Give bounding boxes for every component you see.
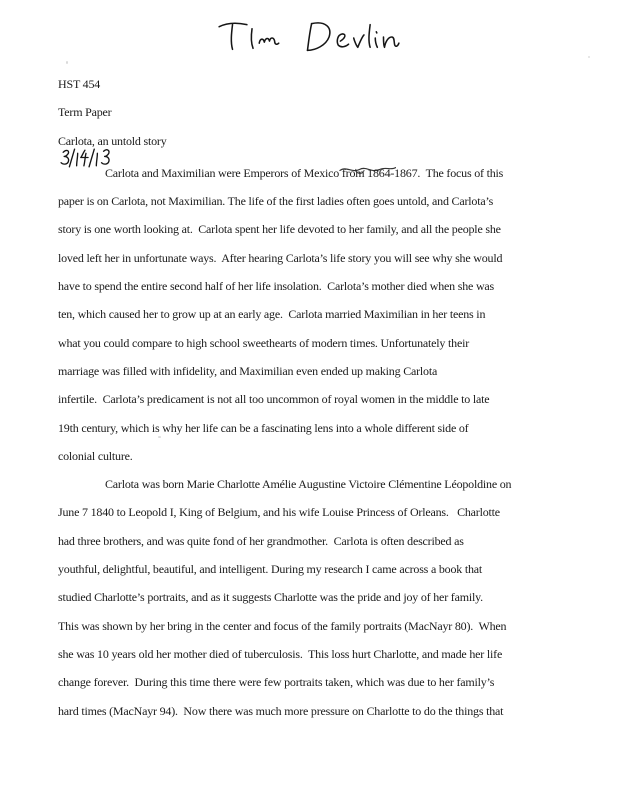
body-line: change forever. During this time there were few portraits taken, which was due to her family’s bbox=[58, 675, 495, 690]
body-line: hard times (MacNayr 94). Now there was much more pressure on Charlotte to do the things that bbox=[58, 703, 504, 718]
course-number: HST 454 bbox=[58, 77, 101, 91]
scan-speck bbox=[588, 56, 590, 58]
body-line: have to spend the entire second half of her life insolation. Carlota’s mother died when she was bbox=[58, 279, 495, 294]
handwritten-name bbox=[213, 15, 403, 59]
paragraph-2 bbox=[58, 470, 598, 725]
typed-content bbox=[58, 70, 598, 725]
body-line: infertile. Carlota’s predicament is not all too uncommon of royal women in the middle to late bbox=[58, 392, 490, 407]
body-line: studied Charlotte’s portraits, and as it suggests Charlotte was the pride and joy of her family. bbox=[58, 590, 483, 605]
line1-marked-text: from 1864 bbox=[341, 165, 391, 180]
body-line: ten, which caused her to grow up at an early age. Carlota married Maximilian in her teens in bbox=[58, 307, 486, 322]
line1-post: -1867. The focus of this bbox=[390, 165, 504, 180]
scan-speck bbox=[66, 61, 68, 64]
paper-type: Term Paper bbox=[58, 105, 112, 120]
body-line: colonial culture. bbox=[58, 448, 133, 463]
body-line: Carlota was born Marie Charlotte Amélie Augustine Victoire Clémentine Léopoldine on bbox=[105, 477, 512, 492]
body-line: paper is on Carlota, not Maximilian. The life of the first ladies often goes untold, and Carlota’s bbox=[58, 194, 494, 209]
paragraph-1 bbox=[58, 159, 598, 470]
body-line: had three brothers, and was quite fond of her grandmother. Carlota is often described as bbox=[58, 533, 464, 548]
pen-strike-segment bbox=[342, 159, 391, 187]
body-line: what you could compare to high school sweethearts of modern times. Unfortunately their bbox=[58, 335, 470, 350]
body-line: June 7 1840 to Leopold I, King of Belgium, and his wife Louise Princess of Orleans. Charlotte bbox=[58, 505, 500, 520]
body-line: marriage was filled with infidelity, and Maximilian even ended up making Carlota bbox=[58, 363, 438, 378]
body-line: she was 10 years old her mother died of tuberculosis. This loss hurt Charlotte, and made her life bbox=[58, 646, 503, 661]
body-line: 19th century, which is why her life can be a fascinating lens into a whole different side of bbox=[58, 420, 469, 435]
body-line: story is one worth looking at. Carlota spent her life devoted to her family, and all the people she bbox=[58, 222, 501, 237]
body-line bbox=[58, 159, 598, 187]
body-line: This was shown by her bring in the center and focus of the family portraits (MacNayr 80). When bbox=[58, 618, 507, 633]
body-line: loved left her in unfortunate ways. After hearing Carlota’s life story you will see why she would bbox=[58, 250, 503, 265]
line1-pre: Carlota and Maximilian were Emperors of Mexico bbox=[105, 165, 342, 180]
paper-title: Carlota, an untold story bbox=[58, 133, 167, 148]
body-line: youthful, delightful, beautiful, and intelligent. During my research I came across a book that bbox=[58, 562, 483, 577]
